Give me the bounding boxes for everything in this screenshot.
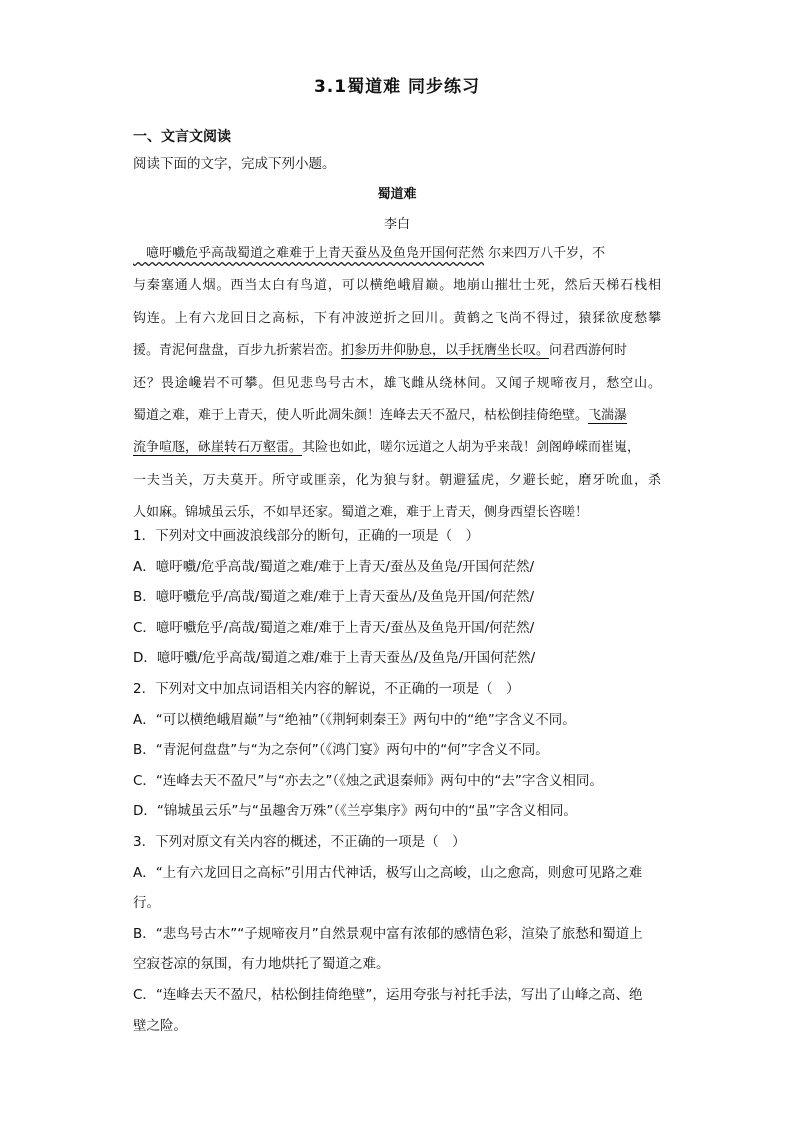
passage-text: 其险也如此，嗟尔远道之人胡为乎来哉！剑阁峥嵘而崔嵬，	[302, 440, 641, 456]
passage-line: 还？畏途巉岩不可攀。但见悲鸟号古木，雄飞雌从绕林间。又闻子规啼夜月，愁空山。	[133, 375, 661, 391]
passage-text: 问君西游何时	[549, 343, 628, 359]
page-title: 3.1蜀道难 同步练习	[313, 77, 481, 97]
underlined-text: 扪参历井仰胁息，以手抚膺坐长叹。	[341, 343, 550, 359]
passage-line: 一夫当关，万夫莫开。所守或匪亲，化为狼与豺。朝避猛虎，夕避长蛇，磨牙吮血，杀	[133, 472, 661, 488]
passage-text: 蜀道之难，难于上青天，使人听此凋朱颜！连峰去天不盈尺，枯松倒挂倚绝壁。	[133, 407, 589, 423]
answer-option: B．噫吁嚱危乎/高哉/蜀道之难/难于上青天蚕丛/及鱼凫开国/何茫然/	[133, 589, 535, 606]
passage-line: 与秦塞通人烟。西当太白有鸟道，可以横绝峨眉巅。地崩山摧壮士死，然后天梯石栈相	[133, 278, 661, 294]
passage-line	[133, 400, 661, 432]
passage-line: 钩连。上有六龙回日之高标，下有冲波逆折之回川。黄鹤之飞尚不得过，猿猱欲度愁攀	[133, 310, 661, 326]
answer-option-continued: 行。	[133, 895, 160, 912]
answer-option-continued: 壁之险。	[133, 1017, 187, 1034]
answer-option: D．噫吁嚱/危乎高哉/蜀道之难/难于上青天蚕丛/及鱼凫/开国何茫然/	[133, 650, 536, 667]
passage-line: 人如麻。锦城虽云乐，不如早还家。蜀道之难，难于上青天，侧身西望长咨嗟！	[133, 505, 589, 521]
passage-line	[133, 432, 661, 464]
poem-title: 蜀道难	[377, 187, 417, 202]
answer-option-continued: 空寂苍凉的氛围，有力地烘托了蜀道之难。	[133, 956, 390, 973]
answer-option: D．“锦城虽云乐”与“虽趣舍万殊”（《兰亭集序》两句中的“虽”字含义相同。	[133, 803, 577, 820]
passage-text: 尔来四万八千岁，不	[484, 246, 606, 261]
instructions-text: 阅读下面的文字，完成下列小题。	[133, 156, 336, 172]
questions-block	[133, 521, 665, 1041]
answer-option: B．“悲鸟号古木”“子规啼夜月”自然景观中富有浓郁的感情色彩，渲染了旅愁和蜀道上	[133, 925, 643, 942]
passage-text: 援。青泥何盘盘，百步九折萦岩峦。	[133, 343, 342, 359]
answer-option: C．噫吁嚱危乎/高哉/蜀道之难/难于上青天/蚕丛及鱼凫开国/何茫然/	[133, 619, 535, 636]
passage-line	[133, 335, 661, 367]
answer-option: A．噫吁嚱/危乎高哉/蜀道之难/难于上青天/蚕丛及鱼凫/开国何茫然/	[133, 558, 535, 575]
wavy-underlined-text: 噫吁嚱危乎高哉蜀道之难难于上青天蚕丛及鱼凫开国何茫然	[133, 246, 485, 261]
passage-line	[133, 238, 661, 270]
answer-option: B．“青泥何盘盘”与“为之奈何”（《鸿门宴》两句中的“何”字含义不同。	[133, 742, 549, 759]
answer-option: C．“连峰去天不盈尺”与“亦去之”（《烛之武退秦师》两句中的“去”字含义相同。	[133, 772, 603, 789]
question-stem: 3．下列对原文有关内容的概述，不正确的一项是（ ）	[133, 833, 466, 850]
poem-passage	[133, 238, 661, 530]
answer-option: A．“可以横绝峨眉巅”与“绝袖”（《荆轲刺秦王》两句中的“绝”字含义不同。	[133, 711, 576, 728]
section-heading: 一、文言文阅读	[133, 129, 231, 145]
underlined-text: 飞湍瀑	[588, 407, 628, 423]
question-stem: 2．下列对文中加点词语相关内容的解说，不正确的一项是（ ）	[133, 680, 520, 697]
poem-author: 李白	[383, 217, 410, 232]
answer-option: A．“上有六龙回日之高标”引用古代神话，极写山之高峻，山之愈高，则愈可见路之难	[133, 864, 643, 881]
answer-option: C．“连峰去天不盈尺，枯松倒挂倚绝壁”，运用夸张与衬托手法，写出了山峰之高、绝	[133, 986, 643, 1003]
question-stem: 1．下列对文中画波浪线部分的断句，正确的一项是（ ）	[133, 528, 480, 544]
underlined-text: 流争喧豗，砯崖转石万壑雷。	[133, 440, 303, 456]
